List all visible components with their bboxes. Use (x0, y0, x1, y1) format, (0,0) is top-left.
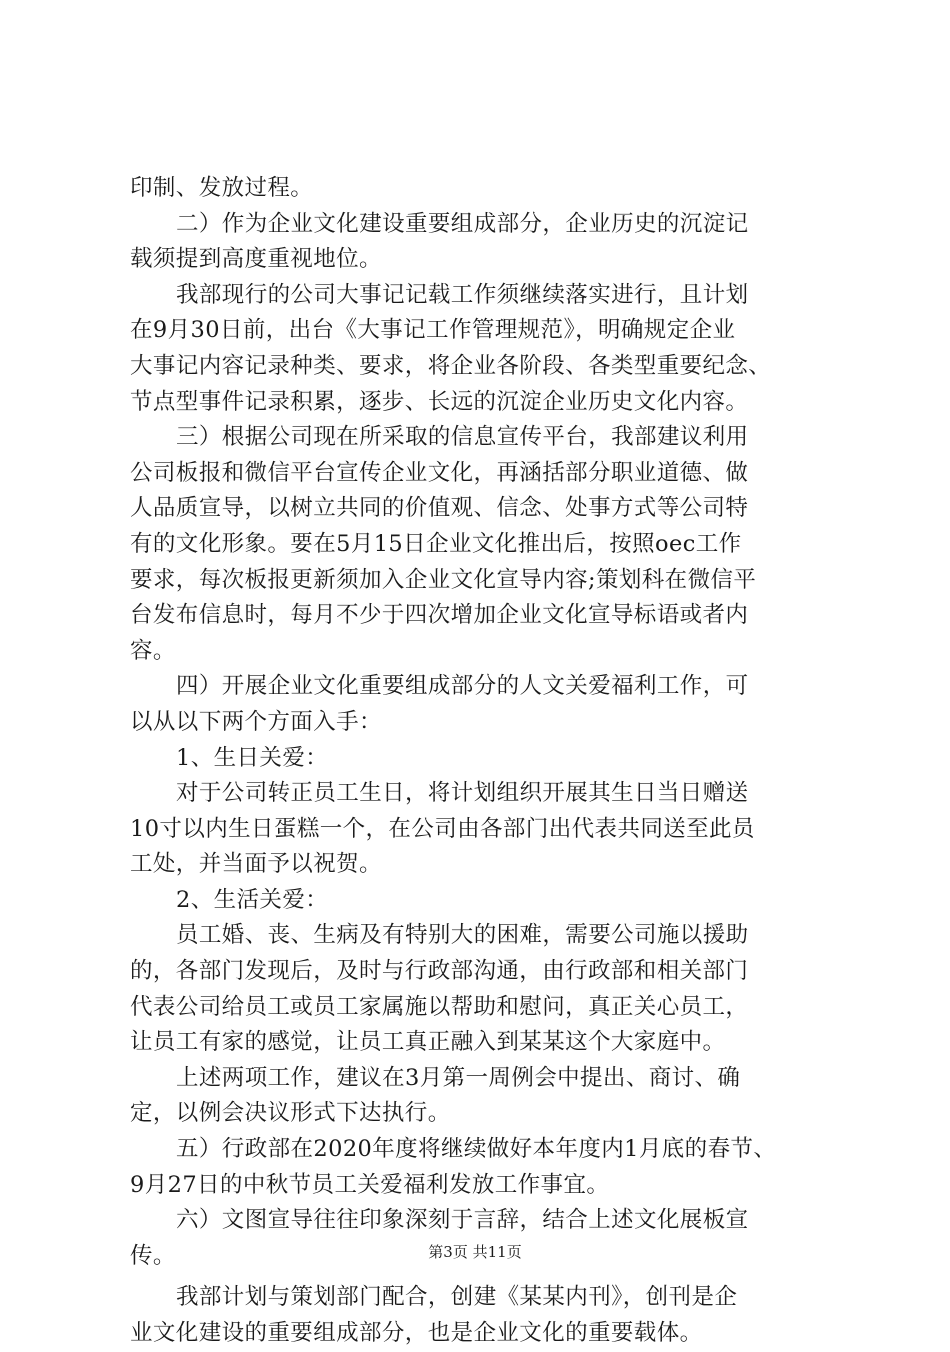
text-line: 台发布信息时，每月不少于四次增加企业文化宣导标语或者内 (130, 602, 749, 629)
text-line: 1、生日关爱： (176, 744, 329, 771)
text-line: 业文化建设的重要组成部分，也是企业文化的重要载体。 (130, 1320, 703, 1346)
text-line: 2、生活关爱： (176, 886, 329, 913)
body-text (130, 171, 856, 1352)
text-line: 定，以例会决议形式下达执行。 (130, 1100, 451, 1127)
text-line: 我部现行的公司大事记记载工作须继续落实进行，且计划 (176, 281, 749, 308)
text-line: 公司板报和微信平台宣传企业文化，再涵括部分职业道德、做 (130, 459, 749, 486)
text-line: 工处，并当面予以祝贺。 (130, 851, 382, 878)
text-line: 代表公司给员工或员工家属施以帮助和慰问，真正关心员工， (130, 993, 749, 1020)
text-line: 三）根据公司现在所采取的信息宣传平台，我部建议利用 (176, 424, 749, 451)
text-line: 上述两项工作，建议在3月第一周例会中提出、商讨、确 (176, 1064, 741, 1091)
text-line: 对于公司转正员工生日，将计划组织开展其生日当日赠送 (176, 780, 749, 807)
text-line: 二）作为企业文化建设重要组成部分，企业历史的沉淀记 (176, 210, 749, 237)
text-line: 传。 (130, 1242, 176, 1269)
text-line: 让员工有家的感觉，让员工真正融入到某某这个大家庭中。 (130, 1029, 726, 1056)
text-line: 10寸以内生日蛋糕一个，在公司由各部门出代表共同送至此员 (130, 815, 755, 842)
text-line: 节点型事件记录积累，逐步、长远的沉淀企业历史文化内容。 (130, 388, 749, 415)
text-line: 五）行政部在2020年度将继续做好本年度内1月底的春节、 (176, 1136, 777, 1163)
text-line: 员工婚、丧、生病及有特别大的困难，需要公司施以援助 (176, 922, 749, 949)
text-line: 四）开展企业文化重要组成部分的人文关爱福利工作，可 (176, 673, 749, 700)
text-line: 印制、发放过程。 (130, 175, 314, 201)
page-footer: 第3页 共11页 (428, 1243, 522, 1261)
text-line: 六）文图宣导往往印象深刻于言辞，结合上述文化展板宣 (176, 1207, 749, 1234)
text-line: 载须提到高度重视地位。 (130, 246, 382, 273)
text-line: 有的文化形象。要在5月15日企业文化推出后，按照oec工作 (130, 530, 742, 557)
text-line: 人品质宣导，以树立共同的价值观、信念、处事方式等公司特 (130, 495, 749, 522)
text-line: 大事记内容记录种类、要求，将企业各阶段、各类型重要纪念、 (130, 352, 772, 379)
text-line: 9月27日的中秋节员工关爱福利发放工作事宜。 (130, 1171, 610, 1198)
text-line: 在9月30日前，出台《大事记工作管理规范》，明确规定企业 (130, 317, 736, 344)
text-line: 要求，每次板报更新须加入企业文化宣导内容;策划科在微信平 (130, 566, 757, 593)
text-line: 容。 (130, 637, 176, 664)
text-line: 的，各部门发现后，及时与行政部沟通，由行政部和相关部门 (130, 958, 749, 985)
text-line: 以从以下两个方面入手： (130, 708, 382, 735)
text-line: 我部计划与策划部门配合，创建《某某内刊》，创刊是企 (176, 1284, 738, 1311)
